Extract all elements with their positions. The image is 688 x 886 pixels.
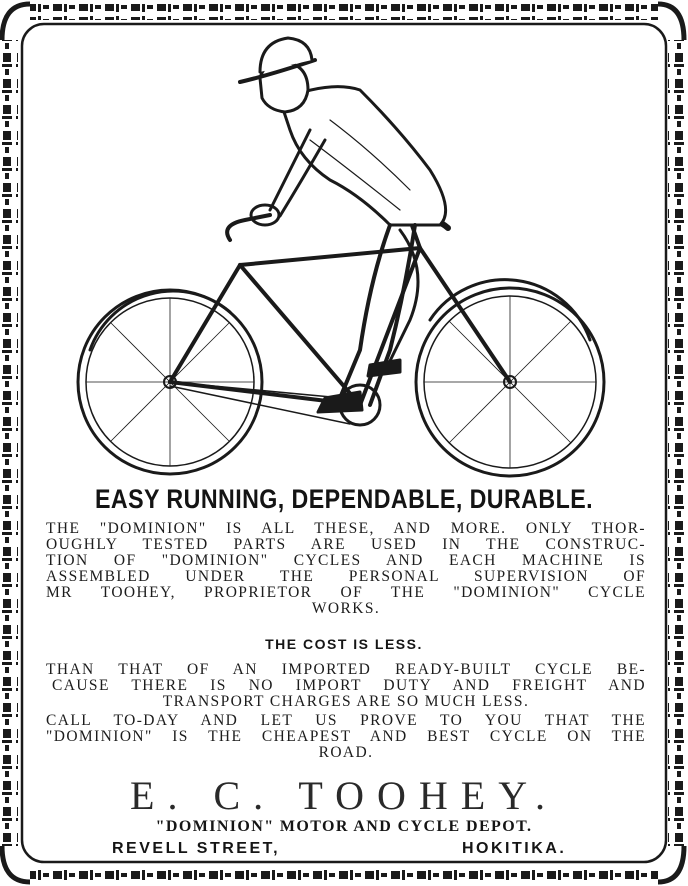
headline: EASY RUNNING, DEPENDABLE, DURABLE.	[95, 484, 593, 514]
paragraph-line: CAUSE THERE IS NO IMPORT DUTY AND FREIGHT AND	[52, 677, 646, 694]
paragraph-line: TION OF "DOMINION" CYCLES AND EACH MACHINE IS	[46, 552, 646, 569]
paragraph-line: OUGHLY TESTED PARTS ARE USED IN THE CONSTRUC-	[46, 536, 646, 553]
paragraph-line: ROAD.	[318, 744, 374, 761]
paragraph-line: MR TOOHEY, PROPRIETOR OF THE "DOMINION" CYCLE	[46, 584, 646, 601]
paragraph-line: WORKS.	[311, 600, 381, 617]
paragraph-line: THE "DOMINION" IS ALL THESE, AND MORE. ONLY THOR-	[46, 520, 646, 537]
town-name: HOKITIKA.	[462, 840, 567, 857]
paragraph-line: "DOMINION" IS THE CHEAPEST AND BEST CYCLE ON THE	[46, 728, 646, 745]
cost-subheading: THE COST IS LESS.	[265, 636, 423, 652]
paragraph-line: TRANSPORT CHARGES ARE SO MUCH LESS.	[162, 693, 530, 710]
depot-name: "DOMINION" MOTOR AND CYCLE DEPOT.	[155, 818, 533, 835]
intro-paragraph	[46, 521, 646, 617]
paragraph-line: ASSEMBLED UNDER THE PERSONAL SUPERVISION OF	[46, 568, 646, 585]
cost-paragraph	[46, 662, 646, 710]
business-name: E. C. TOOHEY.	[130, 773, 558, 818]
paragraph-line: THAN THAT OF AN IMPORTED READY-BUILT CYCLE BE-	[46, 661, 646, 678]
paragraph-line: CALL TO-DAY AND LET US PROVE TO YOU THAT THE	[46, 712, 646, 729]
street-address: REVELL STREET,	[112, 840, 281, 857]
man-riding-bicycle-icon	[70, 20, 630, 485]
call-paragraph	[46, 713, 646, 761]
